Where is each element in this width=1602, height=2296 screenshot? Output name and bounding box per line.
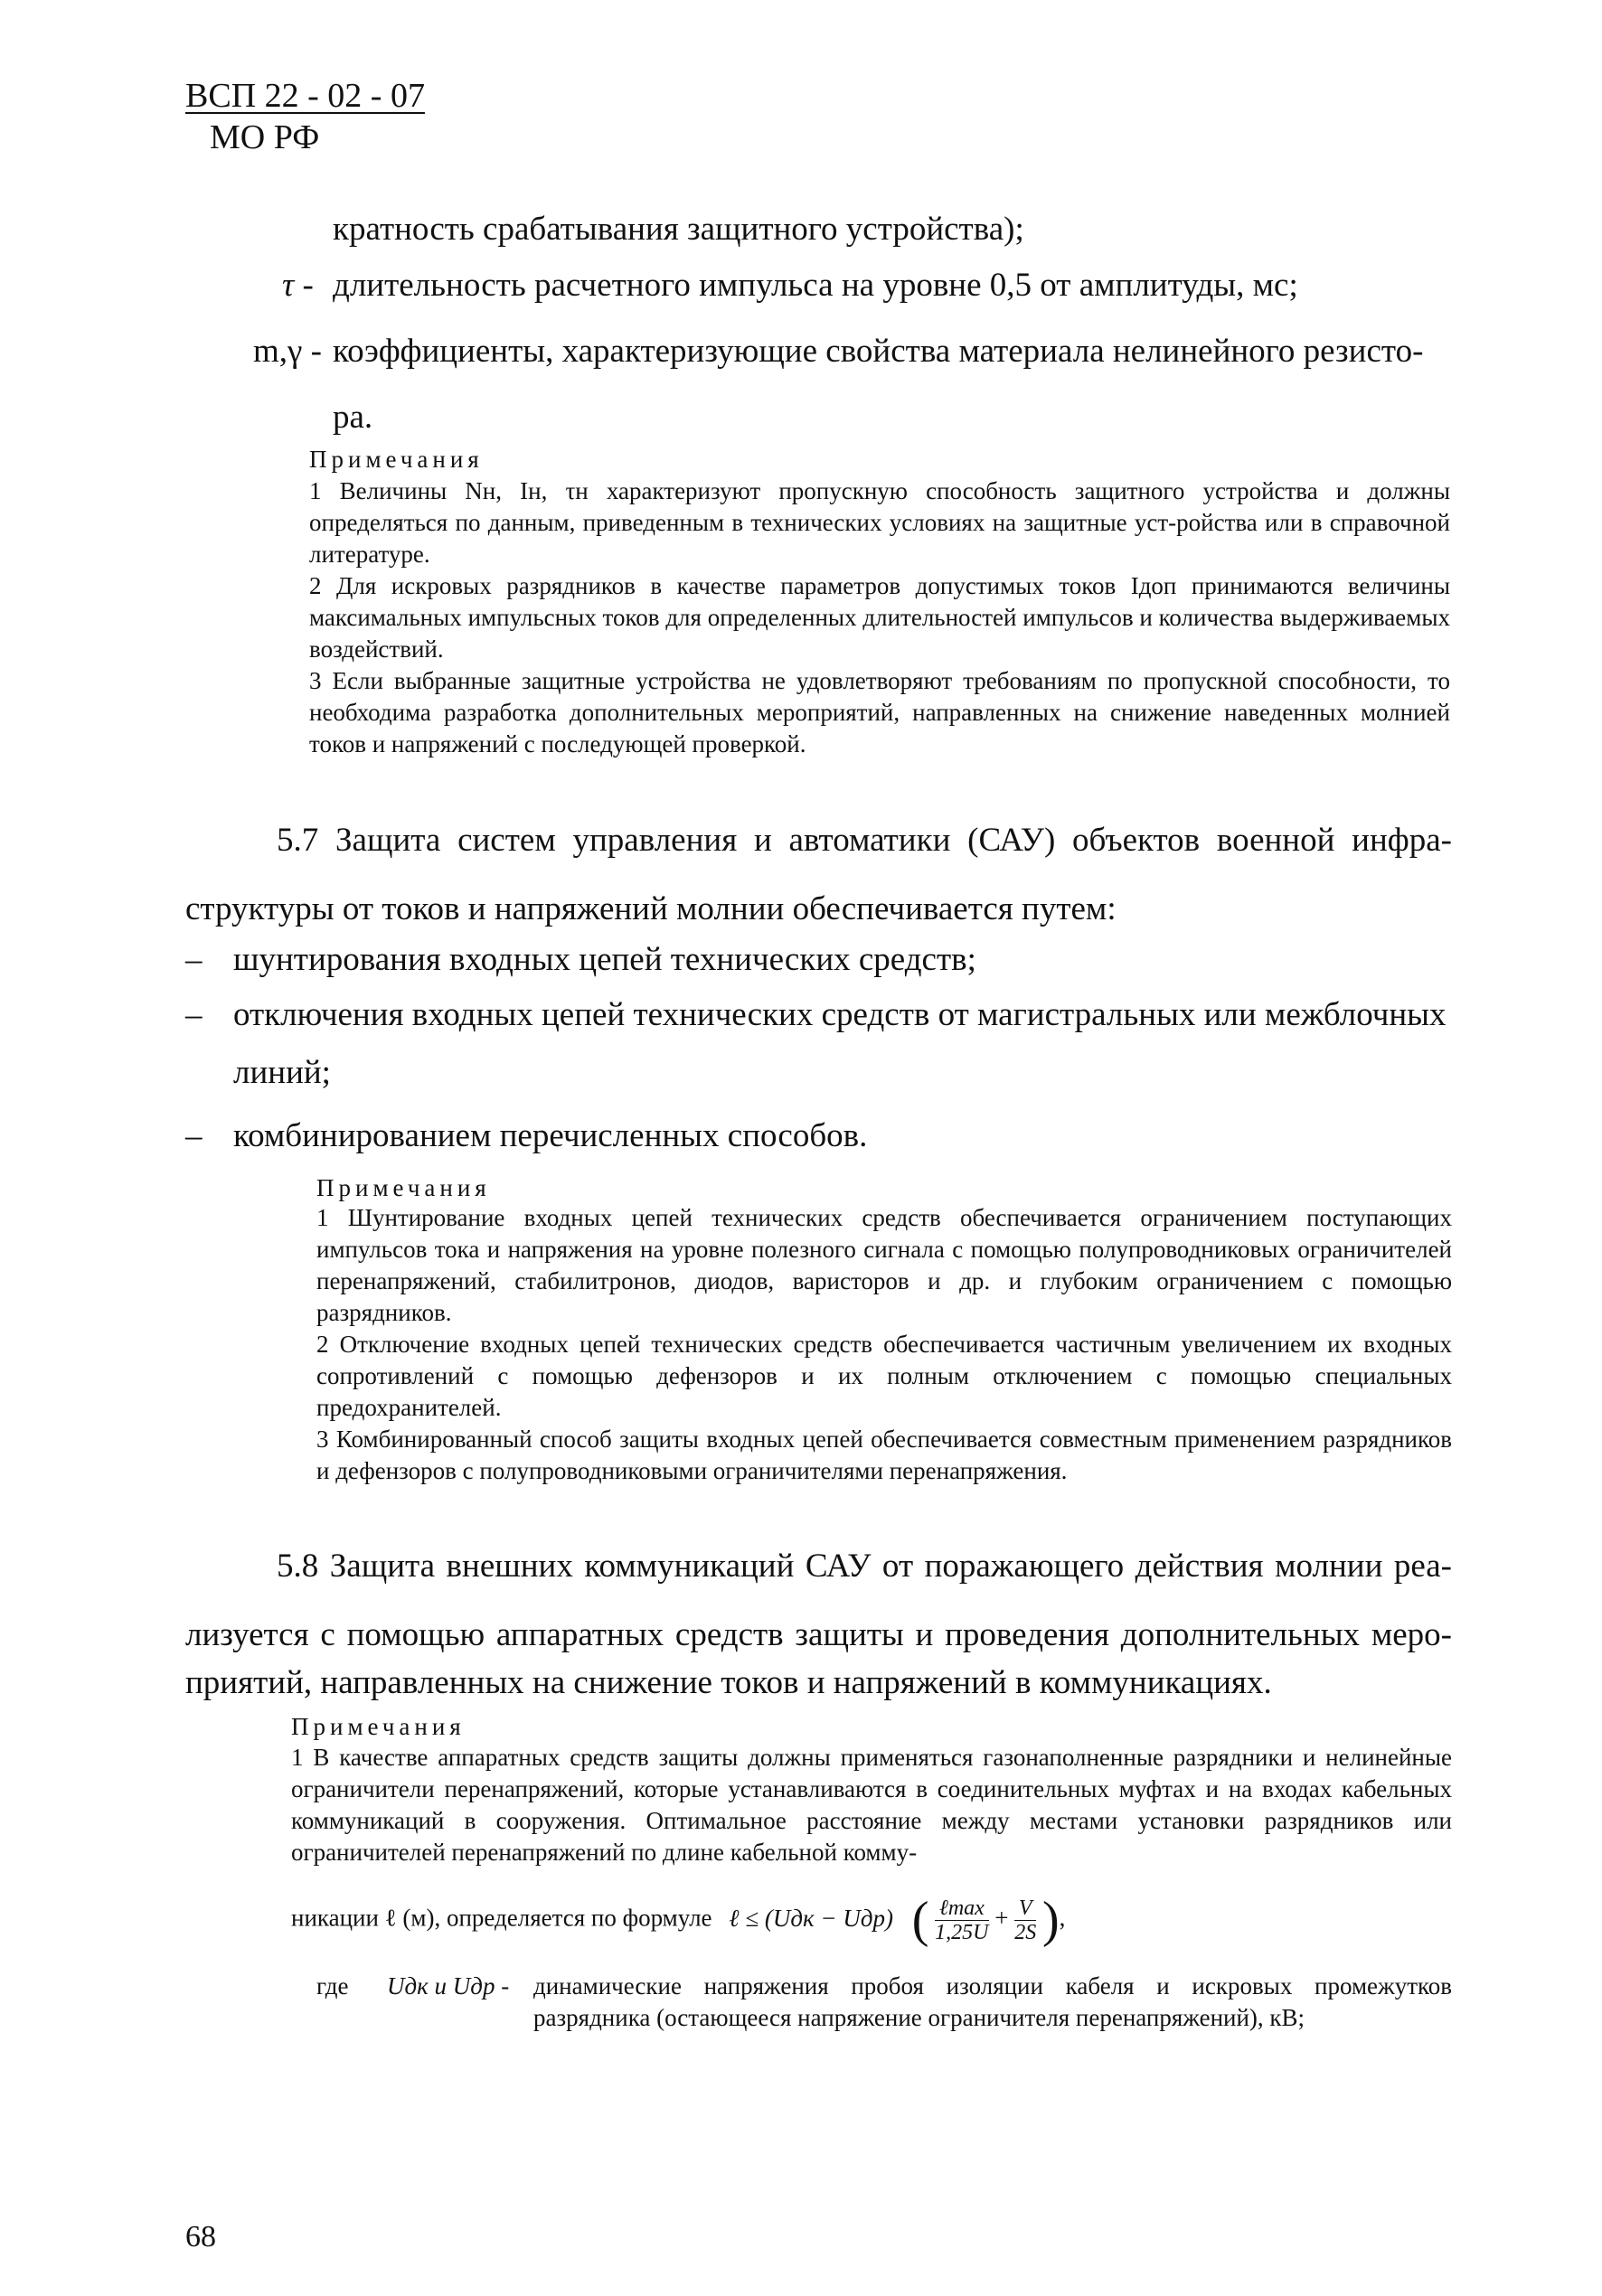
notes-block-1	[309, 475, 1450, 760]
where-definition: динамические напряжения пробоя изоляции кабеля и искровых промежутков разрядника (остающееся напряжение ограничителя перенапряжений), кВ;	[533, 1972, 1452, 2031]
m-gamma-symbol: m,γ -	[253, 333, 322, 370]
notes-title: Примечания	[309, 446, 484, 473]
m-gamma-definition-end: ра.	[333, 399, 373, 436]
definition-continuation: кратность срабатывания защитного устройства);	[333, 211, 1024, 248]
bullet-item-continuation: линий;	[233, 1054, 331, 1091]
section-5-8-line-2: лизуется с помощью аппаратных средств защиты и проведения дополнительных меро-	[185, 1616, 1452, 1653]
notes-title: Примечания	[291, 1713, 466, 1740]
formula-lhs: ℓ ≤ (Uдк − Uдр)	[729, 1904, 894, 1932]
formula-paren-open: (	[911, 1892, 929, 1948]
section-5-8-line-3: приятий, направленных на снижение токов и напряжений в коммуникациях.	[185, 1664, 1272, 1701]
note-item: 3 Если выбранные защитные устройства не удовлетворяют требованиям по пропускной способности, то необходима разработка дополнительных мероприятий, направленных на снижение наведенных молнией токов и напряжений с последующей проверкой.	[309, 667, 1450, 757]
note-item: 3 Комбинированный способ защиты входных цепей обеспечивается совместным применением разрядников и дефензоров с полупроводниковыми ограничителями перенапряжения.	[316, 1426, 1452, 1484]
tau-definition: длительность расчетного импульса на уровне 0,5 от амплитуды, мс;	[333, 267, 1298, 304]
note-item: 1 В качестве аппаратных средств защиты должны применяться газонаполненные разрядники и нелинейные ограничители перенапряжений, которые устанавливаются в соединительных муфтах и на входах кабельных коммуникаций в сооружения. Оптимальное расстояние между местами установки разрядников или ограничителей перенапряжений по длине кабельной комму-	[291, 1744, 1452, 1866]
note-item: 1 Шунтирование входных цепей технических средств обеспечивается ограничением поступающих импульсов тока и напряжения на уровне полезного сигнала с помощью полупроводниковых ограничителей перенапряжений, стабилитронов, диодов, варисторов и др. и глубоким ограничением с помощью разрядников.	[316, 1204, 1452, 1326]
formula-comma: ,	[1059, 1904, 1066, 1932]
bullet-item: комбинированием перечисленных способов.	[233, 1117, 868, 1154]
fraction-numerator: ℓmax	[935, 1896, 988, 1921]
bullet-dash: –	[185, 1117, 203, 1154]
bullet-dash: –	[185, 996, 203, 1033]
notes-block-3	[291, 1742, 1452, 1868]
formula-fraction-1	[935, 1896, 988, 1944]
note-item: 2 Отключение входных цепей технических средств обеспечивается частичным увеличением их входных сопротивлений с помощью дефензоров и их полным отключением с помощью специальных предохранителей.	[316, 1331, 1452, 1421]
formula-plus: +	[994, 1904, 1009, 1932]
fraction-numerator: V	[1014, 1896, 1036, 1921]
bullet-item: шунтирования входных цепей технических средств;	[233, 941, 976, 978]
section-5-7-line-2: структуры от токов и напряжений молнии обеспечивается путем:	[185, 890, 1117, 927]
page-number: 68	[185, 2220, 216, 2254]
formula-lead-text: никации ℓ (м), определяется по формуле	[291, 1904, 712, 1932]
formula-paren-close: )	[1042, 1892, 1060, 1948]
notes-title: Примечания	[316, 1174, 491, 1201]
formula-fraction-2	[1014, 1896, 1036, 1944]
section-5-7-line-1: 5.7 Защита систем управления и автоматики (САУ) объектов военной инфра-	[277, 822, 1452, 859]
fraction-denominator: 2S	[1014, 1921, 1037, 1944]
where-word: где	[316, 1972, 349, 2000]
organization-label: МО РФ	[210, 118, 320, 156]
notes-block-2	[316, 1202, 1452, 1487]
formula-line	[291, 1892, 1066, 1948]
section-5-8-line-1: 5.8 Защита внешних коммуникаций САУ от поражающего действия молнии реа-	[277, 1548, 1452, 1585]
document-code: ВСП 22 - 02 - 07	[185, 77, 425, 115]
bullet-item: отключения входных цепей технических средств от магистральных или межблочных	[233, 996, 1447, 1033]
tau-symbol: τ -	[282, 267, 314, 304]
where-symbols: Uдк и Uдр -	[387, 1972, 510, 2000]
bullet-dash: –	[185, 941, 203, 978]
note-item: 1 Величины Nн, Iн, τн характеризуют пропускную способность защитного устройства и должны определяться по данным, приведенным в технических условиях на защитные уст-ройства или в справочной литературе.	[309, 477, 1450, 568]
note-item: 2 Для искровых разрядников в качестве параметров допустимых токов Iдоп принимаются величины максимальных импульсных токов для определенных длительностей импульсов и количества выдерживаемых воздействий.	[309, 572, 1450, 663]
fraction-denominator: 1,25U	[935, 1921, 989, 1944]
m-gamma-definition: коэффициенты, характеризующие свойства материала нелинейного резисто-	[333, 333, 1424, 370]
